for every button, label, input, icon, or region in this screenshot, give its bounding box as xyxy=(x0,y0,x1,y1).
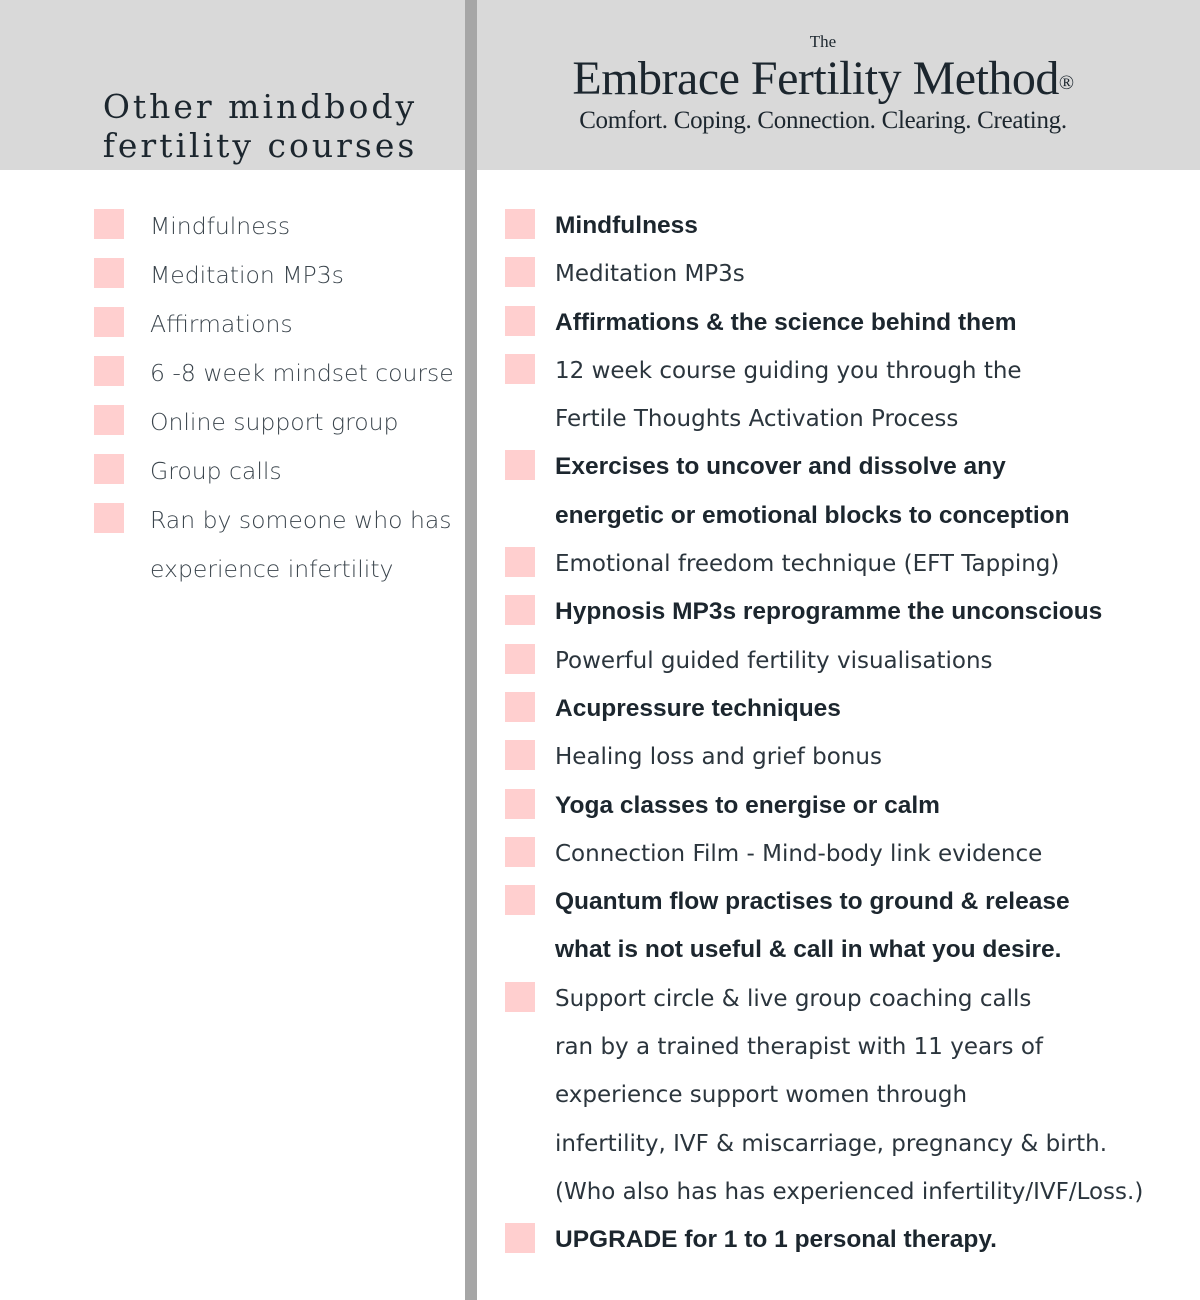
checkbox-square-icon xyxy=(94,503,124,533)
other-course-item-text xyxy=(150,300,464,349)
method-item-text xyxy=(555,637,1185,685)
other-course-item xyxy=(94,398,464,447)
method-item-line: Acupressure techniques xyxy=(555,694,841,722)
checkbox-square-icon xyxy=(94,405,124,435)
other-course-item-line: 6 -8 week mindset course xyxy=(150,359,454,387)
method-item-line: 12 week course guiding you through the xyxy=(555,357,1022,384)
left-column-title xyxy=(60,87,460,165)
other-course-item-text xyxy=(150,398,464,447)
other-course-item xyxy=(94,496,464,594)
method-item-text xyxy=(555,202,1185,250)
method-item-line: Meditation MP3s xyxy=(555,261,745,288)
method-item-text xyxy=(555,250,1185,298)
method-item-text xyxy=(555,1216,1185,1264)
method-item xyxy=(505,782,1185,830)
method-item-text xyxy=(555,299,1185,347)
method-item-line: Emotional freedom technique (EFT Tapping) xyxy=(555,551,1060,578)
method-item-line: Hypnosis MP3s reprogramme the unconscious xyxy=(555,598,1103,626)
method-item xyxy=(505,540,1185,588)
method-item-text xyxy=(555,540,1185,588)
method-item-line: (Who also has has experienced infertility/IVF/Loss.) xyxy=(555,1178,1144,1205)
checkbox-square-icon xyxy=(94,307,124,337)
checkbox-square-icon xyxy=(505,257,535,287)
method-item xyxy=(505,685,1185,733)
registered-mark-icon: ® xyxy=(1058,72,1074,94)
other-course-item-text xyxy=(150,349,464,398)
method-item-text xyxy=(555,588,1185,636)
column-divider xyxy=(465,0,477,1300)
method-item xyxy=(505,878,1185,975)
method-item-line: Powerful guided fertility visualisations xyxy=(555,647,993,674)
other-courses-list xyxy=(94,202,464,594)
other-course-item-line: Meditation MP3s xyxy=(150,261,344,289)
embrace-method-list xyxy=(505,202,1185,1265)
left-title-line-2: fertility courses xyxy=(102,126,418,166)
method-item xyxy=(505,588,1185,636)
method-item-text xyxy=(555,878,1185,975)
method-item-line: UPGRADE for 1 to 1 personal therapy. xyxy=(555,1226,997,1254)
other-course-item-line: Mindfulness xyxy=(150,212,291,240)
method-item-line: what is not useful & call in what you desire. xyxy=(555,936,1062,964)
method-item-text xyxy=(555,975,1185,1216)
other-course-item-text xyxy=(150,251,464,300)
method-item-text xyxy=(555,685,1185,733)
method-item-line: energetic or emotional blocks to conception xyxy=(555,501,1070,529)
checkbox-square-icon xyxy=(94,356,124,386)
method-item xyxy=(505,830,1185,878)
method-item xyxy=(505,1216,1185,1264)
method-item xyxy=(505,975,1185,1216)
right-column-header xyxy=(478,30,1168,138)
other-course-item-line: Online support group xyxy=(150,408,399,436)
method-item-line: Yoga classes to energise or calm xyxy=(555,791,940,819)
method-item-text xyxy=(555,347,1185,444)
method-item-text xyxy=(555,830,1185,878)
other-course-item xyxy=(94,300,464,349)
method-item-text xyxy=(555,443,1185,540)
brand-pretitle: The xyxy=(809,32,837,51)
method-item xyxy=(505,443,1185,540)
checkbox-square-icon xyxy=(505,644,535,674)
other-course-item-line: experience infertility xyxy=(150,555,394,583)
other-course-item-line: Affirmations xyxy=(150,310,293,338)
method-item-line: Affirmations & the science behind them xyxy=(555,308,1017,336)
checkbox-square-icon xyxy=(505,740,535,770)
other-course-item xyxy=(94,447,464,496)
checkbox-square-icon xyxy=(505,354,535,384)
checkbox-square-icon xyxy=(505,209,535,239)
checkbox-square-icon xyxy=(505,450,535,480)
brand-name: Embrace Fertility Method xyxy=(572,52,1059,105)
brand-tagline: Comfort. Coping. Connection. Clearing. Creating. xyxy=(579,107,1067,134)
other-course-item-text xyxy=(150,496,464,594)
method-item-line: Healing loss and grief bonus xyxy=(555,744,882,771)
method-item xyxy=(505,202,1185,250)
other-course-item-text xyxy=(150,447,464,496)
method-item-line: Exercises to uncover and dissolve any xyxy=(555,453,1006,481)
other-course-item xyxy=(94,251,464,300)
checkbox-square-icon xyxy=(505,1223,535,1253)
method-item-text xyxy=(555,733,1185,781)
other-course-item-line: Ran by someone who has xyxy=(150,506,452,534)
other-course-item xyxy=(94,202,464,251)
checkbox-square-icon xyxy=(94,258,124,288)
checkbox-square-icon xyxy=(505,547,535,577)
method-item xyxy=(505,637,1185,685)
checkbox-square-icon xyxy=(505,837,535,867)
brand-title xyxy=(478,54,1168,104)
method-item-line: Quantum flow practises to ground & release xyxy=(555,888,1070,916)
method-item-line: experience support women through xyxy=(555,1082,968,1109)
method-item-line: ran by a trained therapist with 11 years of xyxy=(555,1034,1044,1061)
method-item-line: Fertile Thoughts Activation Process xyxy=(555,406,959,433)
checkbox-square-icon xyxy=(505,982,535,1012)
checkbox-square-icon xyxy=(505,885,535,915)
other-course-item-text xyxy=(150,202,464,251)
checkbox-square-icon xyxy=(505,595,535,625)
method-item xyxy=(505,250,1185,298)
method-item xyxy=(505,733,1185,781)
checkbox-square-icon xyxy=(94,454,124,484)
method-item xyxy=(505,347,1185,444)
method-item-line: Connection Film - Mind-body link evidence xyxy=(555,840,1043,867)
method-item-text xyxy=(555,782,1185,830)
other-course-item-line: Group calls xyxy=(150,457,282,485)
checkbox-square-icon xyxy=(505,306,535,336)
method-item-line: infertility, IVF & miscarriage, pregnancy & birth. xyxy=(555,1130,1108,1157)
method-item xyxy=(505,299,1185,347)
method-item-line: Mindfulness xyxy=(555,212,698,239)
checkbox-square-icon xyxy=(505,692,535,722)
left-title-line-1: Other mindbody xyxy=(102,87,418,127)
other-course-item xyxy=(94,349,464,398)
method-item-line: Support circle & live group coaching calls xyxy=(555,985,1032,1012)
checkbox-square-icon xyxy=(94,209,124,239)
checkbox-square-icon xyxy=(505,789,535,819)
